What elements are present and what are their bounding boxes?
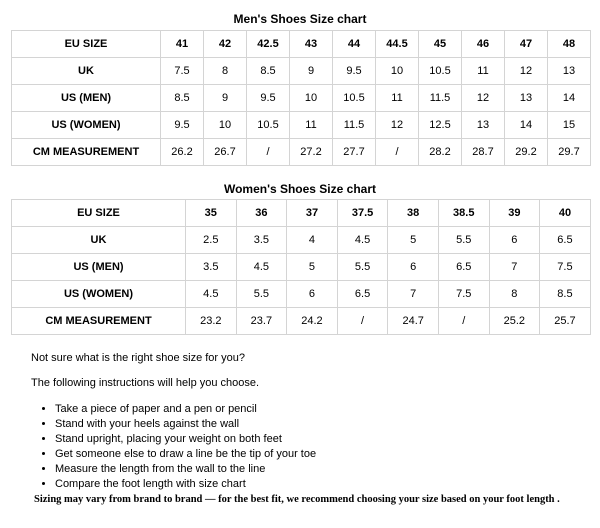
table-cell: 13 bbox=[505, 85, 548, 112]
row-label: US (MEN) bbox=[12, 254, 186, 281]
table-cell: 7.5 bbox=[540, 254, 591, 281]
table-cell: 26.7 bbox=[204, 139, 247, 166]
table-cell: 39 bbox=[489, 200, 540, 227]
row-label: UK bbox=[12, 227, 186, 254]
table-cell: 23.2 bbox=[186, 308, 237, 335]
table-cell: 38 bbox=[388, 200, 439, 227]
table-cell: 24.7 bbox=[388, 308, 439, 335]
table-cell: 12 bbox=[505, 58, 548, 85]
table-cell: 2.5 bbox=[186, 227, 237, 254]
table-cell: 14 bbox=[548, 85, 591, 112]
table-cell: 27.2 bbox=[290, 139, 333, 166]
table-cell: 37.5 bbox=[337, 200, 388, 227]
table-cell: 6 bbox=[489, 227, 540, 254]
table-cell: 6.5 bbox=[337, 281, 388, 308]
table-cell: / bbox=[247, 139, 290, 166]
table-cell: 7 bbox=[489, 254, 540, 281]
table-cell: 48 bbox=[548, 31, 591, 58]
table-cell: 47 bbox=[505, 31, 548, 58]
table-cell: 8.5 bbox=[161, 85, 204, 112]
table-cell: 37 bbox=[287, 200, 338, 227]
table-row bbox=[12, 139, 591, 166]
row-label: EU SIZE bbox=[12, 200, 186, 227]
table-row bbox=[12, 281, 591, 308]
table-cell: 9.5 bbox=[247, 85, 290, 112]
table-cell: 7 bbox=[388, 281, 439, 308]
table-cell: 42 bbox=[204, 31, 247, 58]
table-row bbox=[12, 227, 591, 254]
table-cell: 44 bbox=[333, 31, 376, 58]
table-row bbox=[12, 254, 591, 281]
table-cell: 7.5 bbox=[438, 281, 489, 308]
table-cell: 10.5 bbox=[333, 85, 376, 112]
table-row bbox=[12, 85, 591, 112]
row-label: CM MEASUREMENT bbox=[12, 139, 161, 166]
table-cell: 4.5 bbox=[236, 254, 287, 281]
table-cell: 6 bbox=[388, 254, 439, 281]
size-question-text: Not sure what is the right shoe size for you? bbox=[31, 352, 245, 364]
table-cell: 15 bbox=[548, 112, 591, 139]
table-cell: / bbox=[376, 139, 419, 166]
table-row bbox=[12, 58, 591, 85]
table-cell: 14 bbox=[505, 112, 548, 139]
table-cell: 8.5 bbox=[540, 281, 591, 308]
table-cell: 5 bbox=[287, 254, 338, 281]
table-cell: 12.5 bbox=[419, 112, 462, 139]
table-cell: 4 bbox=[287, 227, 338, 254]
instructions-intro-text: The following instructions will help you choose. bbox=[31, 377, 260, 389]
table-cell: 44.5 bbox=[376, 31, 419, 58]
row-label: CM MEASUREMENT bbox=[12, 308, 186, 335]
table-cell: 8 bbox=[489, 281, 540, 308]
row-label: US (WOMEN) bbox=[12, 112, 161, 139]
table-cell: 11 bbox=[376, 85, 419, 112]
table-row bbox=[12, 200, 591, 227]
table-cell: 43 bbox=[290, 31, 333, 58]
table-cell: 5 bbox=[388, 227, 439, 254]
table-cell: 42.5 bbox=[247, 31, 290, 58]
table-cell: 26.2 bbox=[161, 139, 204, 166]
table-cell: 27.7 bbox=[333, 139, 376, 166]
table-cell: 29.7 bbox=[548, 139, 591, 166]
table-cell: 41 bbox=[161, 31, 204, 58]
table-cell: 23.7 bbox=[236, 308, 287, 335]
list-item: • Compare the foot length with size chart bbox=[55, 477, 316, 492]
table-cell: 10.5 bbox=[247, 112, 290, 139]
table-cell: 12 bbox=[462, 85, 505, 112]
row-label: UK bbox=[12, 58, 161, 85]
list-item: • Stand upright, placing your weight on both feet bbox=[55, 432, 316, 447]
table-cell: 12 bbox=[376, 112, 419, 139]
table-cell: 11.5 bbox=[419, 85, 462, 112]
table-cell: 13 bbox=[462, 112, 505, 139]
table-cell: 10.5 bbox=[419, 58, 462, 85]
measurement-steps-list bbox=[41, 402, 316, 492]
table-cell: 7.5 bbox=[161, 58, 204, 85]
table-cell: 9.5 bbox=[333, 58, 376, 85]
table-cell: 10 bbox=[376, 58, 419, 85]
table-cell: 11 bbox=[462, 58, 505, 85]
table-cell: 36 bbox=[236, 200, 287, 227]
womens-chart-title: Women's Shoes Size chart bbox=[223, 182, 376, 196]
table-row bbox=[12, 31, 591, 58]
table-cell: 6 bbox=[287, 281, 338, 308]
list-item: • Take a piece of paper and a pen or pencil bbox=[55, 402, 316, 417]
table-row bbox=[12, 308, 591, 335]
table-row bbox=[12, 112, 591, 139]
row-label: US (MEN) bbox=[12, 85, 161, 112]
table-cell: 6.5 bbox=[540, 227, 591, 254]
table-cell: 9.5 bbox=[161, 112, 204, 139]
table-cell: 10 bbox=[290, 85, 333, 112]
table-cell: 9 bbox=[290, 58, 333, 85]
table-cell: 6.5 bbox=[438, 254, 489, 281]
table-cell: 25.7 bbox=[540, 308, 591, 335]
table-cell: 8 bbox=[204, 58, 247, 85]
row-label: US (WOMEN) bbox=[12, 281, 186, 308]
table-cell: 8.5 bbox=[247, 58, 290, 85]
list-item: • Stand with your heels against the wall bbox=[55, 417, 316, 432]
table-cell: 28.7 bbox=[462, 139, 505, 166]
table-cell: 11 bbox=[290, 112, 333, 139]
table-cell: 3.5 bbox=[236, 227, 287, 254]
table-cell: 35 bbox=[186, 200, 237, 227]
table-cell: 11.5 bbox=[333, 112, 376, 139]
row-label: EU SIZE bbox=[12, 31, 161, 58]
table-cell: 5.5 bbox=[438, 227, 489, 254]
table-cell: / bbox=[337, 308, 388, 335]
table-cell: 38.5 bbox=[438, 200, 489, 227]
table-cell: 25.2 bbox=[489, 308, 540, 335]
table-cell: 4.5 bbox=[186, 281, 237, 308]
mens-size-table bbox=[11, 30, 591, 166]
mens-chart-title: Men's Shoes Size chart bbox=[233, 12, 367, 26]
table-cell: 46 bbox=[462, 31, 505, 58]
table-cell: 3.5 bbox=[186, 254, 237, 281]
table-cell: 28.2 bbox=[419, 139, 462, 166]
sizing-note: Sizing may vary from brand to brand — for the best fit, we recommend choosing your size based on your foot length . bbox=[34, 494, 560, 505]
womens-size-table bbox=[11, 199, 591, 335]
table-cell: / bbox=[438, 308, 489, 335]
table-cell: 10 bbox=[204, 112, 247, 139]
table-cell: 4.5 bbox=[337, 227, 388, 254]
table-cell: 29.2 bbox=[505, 139, 548, 166]
table-cell: 5.5 bbox=[236, 281, 287, 308]
table-cell: 13 bbox=[548, 58, 591, 85]
table-cell: 24.2 bbox=[287, 308, 338, 335]
table-cell: 5.5 bbox=[337, 254, 388, 281]
table-cell: 45 bbox=[419, 31, 462, 58]
list-item: • Measure the length from the wall to the line bbox=[55, 462, 316, 477]
table-cell: 40 bbox=[540, 200, 591, 227]
table-cell: 9 bbox=[204, 85, 247, 112]
list-item: • Get someone else to draw a line be the tip of your toe bbox=[55, 447, 316, 462]
